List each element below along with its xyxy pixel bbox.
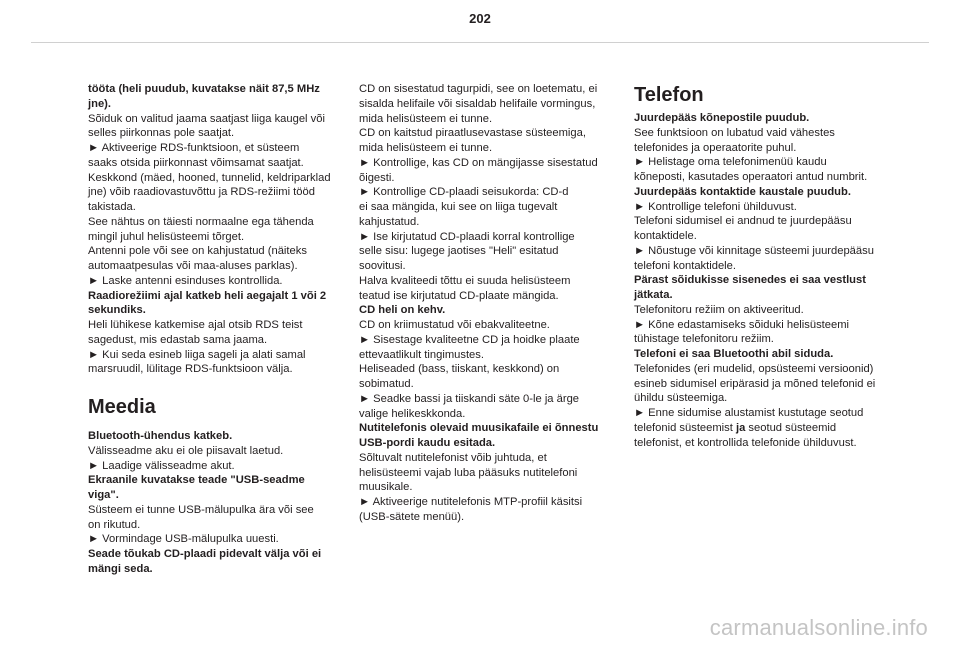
text-line: (USB-sätete menüü).	[359, 510, 465, 523]
text-line: Telefonides (eri mudelid, opsüsteemi versioonid)	[634, 362, 874, 375]
text-line: marsruudil, lülitage RDS-funktsioon välja.	[88, 363, 293, 376]
text-line: ► Nõustuge või kinnitage süsteemi juurdepääsu	[634, 244, 874, 257]
text-line: saaks otsida piirkonnast võimsamat saatjat.	[88, 156, 304, 169]
text-line: Sõltuvalt nutitelefonist võib juhtuda, et	[359, 451, 547, 464]
text-line: mida helisüsteem ei tunne.	[359, 112, 493, 125]
text-line: kõneposti, kasutades operaatori antud numbrit.	[634, 171, 868, 183]
column-2-text-block	[359, 82, 619, 525]
text-line	[634, 421, 894, 436]
subheading-line: sekundiks.	[88, 304, 146, 317]
text-line: Halva kvaliteedi tõttu ei suuda helisüsteem	[359, 274, 571, 287]
subheading-line: Juurdepääs kontaktide kaustale puudub.	[634, 185, 851, 198]
text-line: ► Kõne edastamiseks sõiduki helisüsteemi	[634, 318, 850, 331]
text-line: teatud ise kirjutatud CD-plaate mängida.	[359, 289, 559, 302]
text-line: sobimatud.	[359, 378, 414, 390]
text-line: kahjustatud.	[359, 215, 420, 228]
subheading-line: CD heli on kehv.	[359, 304, 446, 317]
text-line: Keskkond (mäed, hooned, tunnelid, keldriparklad	[88, 171, 331, 184]
section-heading-phone: Telefon	[634, 84, 704, 106]
text-line: Antenni pole või see on kahjustatud (näiteks	[88, 245, 307, 258]
text-line: telefonides ja operaatorite puhul.	[634, 141, 797, 154]
text-line: mingil juhul helisüsteemi tõrget.	[88, 230, 245, 243]
section-heading-media: Meedia	[88, 396, 156, 418]
subheading-line: Pärast sõidukisse sisenedes ei saa vestlust	[634, 274, 866, 287]
text-line: Sõiduk on valitud jaama saatjast liiga kaugel või	[88, 112, 325, 125]
text-line: esineb sidumisel eripärasid ja mõned telefonid ei	[634, 377, 876, 390]
text-line: ► Kontrollige, kas CD on mängijasse sisestatud	[359, 156, 598, 169]
text-line: ► Laske antenni esinduses kontrollida.	[88, 274, 283, 287]
text-line: takistada.	[88, 201, 136, 213]
subheading-line: viga".	[88, 489, 119, 501]
text-fragment: seotud süsteemid	[745, 421, 837, 434]
text-line: ► Aktiveerige RDS-funktsioon, et süsteem	[88, 142, 300, 154]
text-line: ► Kontrollige telefoni ühilduvust.	[634, 200, 797, 213]
column-3-text-block	[634, 111, 894, 406]
subheading-line: Juurdepääs kõnepostile puudub.	[634, 112, 810, 124]
text-line: selles piirkonnas pole saatjat.	[88, 127, 235, 140]
text-line: selle sisu: lugege jaotises "Heli" esitatud	[359, 245, 559, 258]
subheading-line: tööta (heli puudub, kuvatakse näit 87,5 MHz	[88, 83, 320, 95]
text-line: Heli lühikese katkemise ajal otsib RDS teist	[88, 319, 303, 331]
text-fragment-bold: ja	[735, 421, 746, 434]
text-line: helisüsteemi vajab luba pääsuks nutitelefoni	[359, 466, 578, 479]
page-number: 202	[469, 11, 491, 26]
column-1-text-block	[88, 82, 348, 377]
text-line: kontaktidele.	[634, 230, 697, 242]
text-line: tühistage telefonitoru režiim.	[634, 333, 774, 346]
text-line: muusikale.	[359, 481, 413, 494]
subheading-line: Nutitelefonis olevaid muusikafaile ei õnnestu	[359, 422, 599, 435]
column-2	[359, 82, 619, 525]
text-line: ► Kontrollige CD-plaadi seisukorda: CD-d	[359, 186, 569, 199]
text-fragment: telefonid süsteemist	[634, 421, 736, 434]
text-line: See nähtus on täiesti normaalne ega tähenda	[88, 215, 314, 228]
watermark: carmanualsonline.info	[709, 615, 928, 640]
text-line: mida helisüsteem ei tunne.	[359, 142, 493, 154]
text-line: automaatpesulas või maa-aluses parklas).	[88, 260, 298, 272]
text-line: ► Enne sidumise alustamist kustutage seotud	[634, 407, 864, 419]
text-line: CD on kriimustatud või ebakvaliteetne.	[359, 319, 550, 331]
subheading-line: Raadiorežiimi ajal katkeb heli aegajalt 1 või 2	[88, 289, 327, 302]
column-1	[88, 82, 348, 577]
text-line: sisalda helifaile või sisaldab helifaile vormingus,	[359, 97, 596, 110]
text-line: õigesti.	[359, 171, 395, 184]
text-line: ► Ise kirjutatud CD-plaadi korral kontrollige	[359, 230, 575, 243]
column-1-media-block	[88, 429, 348, 577]
subheading-line: Seade tõukab CD-plaadi pidevalt välja või ei	[88, 548, 322, 560]
text-line: sagedust, mis edastab sama jaama.	[88, 333, 268, 346]
text-line: ettevaatlikult tingimustes.	[359, 348, 484, 361]
text-line: soovitusi.	[359, 260, 406, 272]
text-line: ühildu süsteemiga.	[634, 392, 728, 405]
text-line: ► Sisestage kvaliteetne CD ja hoidke plaate	[359, 333, 580, 346]
subheading-line: mängi seda.	[88, 562, 153, 575]
subheading-line: USB-pordi kaudu esitada.	[359, 437, 496, 449]
text-line: jne) võib raadiovastuvõttu ja RDS-režiimi tööd	[88, 186, 315, 199]
text-line: telefoni kontaktidele.	[634, 259, 736, 272]
text-line: ► Vormindage USB-mälupulka uuesti.	[88, 533, 279, 546]
text-line: Välisseadme aku ei ole piisavalt laetud.	[88, 444, 284, 457]
subheading-line: jne).	[88, 97, 111, 110]
text-line: ► Aktiveerige nutitelefonis MTP-profiil käsitsi	[359, 496, 583, 508]
header-divider	[31, 42, 929, 43]
text-line: ► Seadke bassi ja tiiskandi säte 0-le ja ärge	[359, 392, 580, 405]
text-line: Telefonitoru režiim on aktiveeritud.	[634, 303, 804, 316]
text-line: See funktsioon on lubatud vaid vähestes	[634, 126, 835, 139]
subheading-line: jätkata.	[634, 289, 673, 301]
subheading-line: Bluetooth-ühendus katkeb.	[88, 430, 233, 442]
subheading-line: Ekraanile kuvatakse teade "USB-seadme	[88, 474, 305, 487]
text-line: ► Kui seda esineb liiga sageli ja alati samal	[88, 348, 306, 361]
text-line: telefonist, et kontrollida telefonide ühilduvust.	[634, 436, 857, 449]
text-line: CD on sisestatud tagurpidi, see on loetematu, ei	[359, 83, 598, 95]
text-line: valige helikeskkonda.	[359, 407, 466, 420]
text-line: Heliseaded (bass, tiiskant, keskkond) on	[359, 363, 560, 376]
text-line: ei saa mängida, kui see on liiga tugevalt	[359, 201, 558, 213]
text-line: on rikutud.	[88, 518, 141, 531]
text-line: Telefoni sidumisel ei andnud te juurdepääsu	[634, 215, 852, 228]
text-line: CD on kaitstud piraatlusevastase süsteemiga,	[359, 127, 586, 140]
text-line: ► Helistage oma telefonimenüü kaudu	[634, 156, 827, 169]
column-3	[634, 83, 894, 450]
text-line: Süsteem ei tunne USB-mälupulka ära või see	[88, 503, 314, 516]
text-line: ► Laadige välisseadme akut.	[88, 459, 235, 472]
subheading-line: Telefoni ei saa Bluetoothi abil siduda.	[634, 348, 834, 360]
